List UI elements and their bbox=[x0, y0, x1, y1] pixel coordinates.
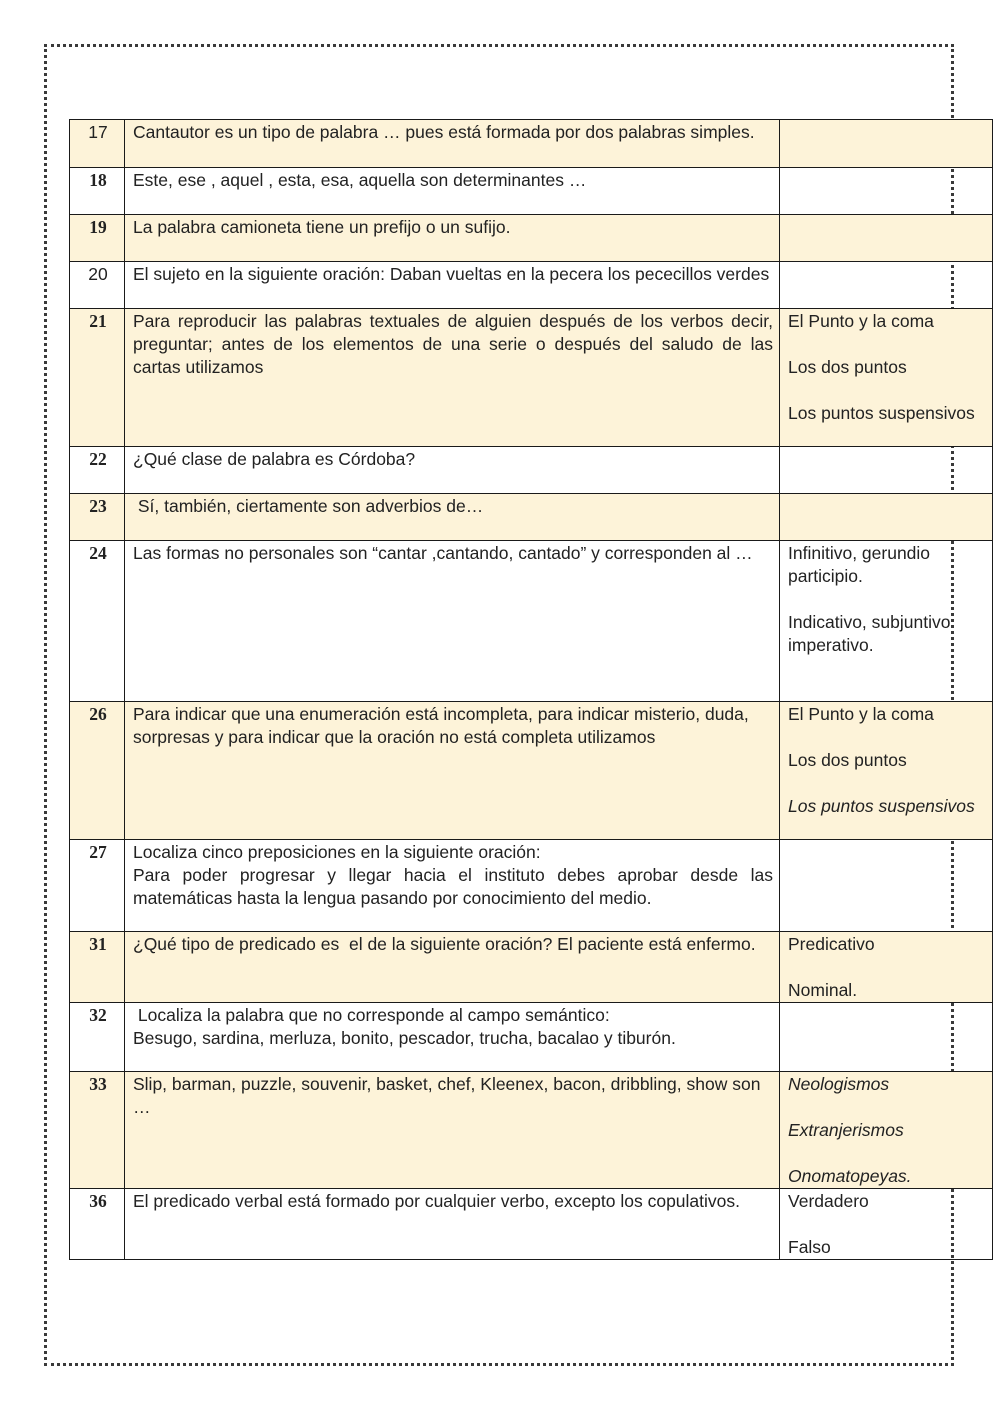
question-number: 21 bbox=[70, 309, 125, 447]
table-row bbox=[70, 120, 993, 168]
table-row bbox=[70, 1189, 993, 1260]
answer-cell[interactable] bbox=[780, 262, 993, 309]
answer-options bbox=[780, 541, 993, 702]
table-row bbox=[70, 309, 993, 447]
question-line: Para poder progresar y llegar hacia el instituto debes aprobar desde las matemáticas hasta la lengua pasando por conocimiento del medio. bbox=[133, 865, 773, 908]
table-row bbox=[70, 494, 993, 541]
question-line: Besugo, sardina, merluza, bonito, pescador, trucha, bacalao y tiburón. bbox=[133, 1028, 676, 1048]
question-number: 26 bbox=[70, 702, 125, 840]
question-number: 24 bbox=[70, 541, 125, 702]
answer-option[interactable]: Los puntos suspensivos bbox=[788, 796, 975, 816]
question-text: El sujeto en la siguiente oración: Daban vueltas en la pecera los pececillos verdes bbox=[125, 262, 780, 309]
table-row bbox=[70, 1003, 993, 1072]
question-text: Cantautor es un tipo de palabra … pues está formada por dos palabras simples. bbox=[125, 120, 780, 168]
question-text bbox=[125, 840, 780, 932]
table-row bbox=[70, 541, 993, 702]
answer-cell[interactable] bbox=[780, 494, 993, 541]
question-text: Para indicar que una enumeración está incompleta, para indicar misterio, duda, sorpresas y para indicar que la oración no está completa utilizamos bbox=[125, 702, 780, 840]
table-row bbox=[70, 932, 993, 1003]
answer-option[interactable]: Los dos puntos bbox=[788, 357, 907, 377]
answer-options bbox=[780, 932, 993, 1003]
answer-option[interactable]: Extranjerismos bbox=[788, 1120, 904, 1140]
question-number: 32 bbox=[70, 1003, 125, 1072]
question-number: 22 bbox=[70, 447, 125, 494]
question-text: Para reproducir las palabras textuales de alguien después de los verbos decir, preguntar; antes de los elementos de una serie o después del saludo de las cartas utilizamos bbox=[125, 309, 780, 447]
question-number: 23 bbox=[70, 494, 125, 541]
question-text: Las formas no personales son “cantar ,cantando, cantado” y corresponden al … bbox=[125, 541, 780, 702]
question-number: 36 bbox=[70, 1189, 125, 1260]
table-row bbox=[70, 1072, 993, 1189]
table-row bbox=[70, 840, 993, 932]
answer-options bbox=[780, 1189, 993, 1260]
answer-options bbox=[780, 309, 993, 447]
answer-cell[interactable] bbox=[780, 840, 993, 932]
quiz-table bbox=[69, 119, 993, 1260]
question-number: 18 bbox=[70, 168, 125, 215]
answer-option[interactable]: Predicativo bbox=[788, 934, 875, 954]
answer-cell[interactable] bbox=[780, 168, 993, 215]
answer-option[interactable]: Infinitivo, gerundio participio. bbox=[788, 543, 931, 586]
answer-option[interactable]: El Punto y la coma bbox=[788, 704, 934, 724]
question-line: Localiza cinco preposiciones en la siguiente oración: bbox=[133, 842, 541, 862]
answer-cell[interactable] bbox=[780, 447, 993, 494]
answer-option[interactable]: Falso bbox=[788, 1237, 831, 1257]
question-text: Slip, barman, puzzle, souvenir, basket, chef, Kleenex, bacon, dribbling, show son … bbox=[125, 1072, 780, 1189]
question-number: 17 bbox=[70, 120, 125, 168]
question-text: ¿Qué tipo de predicado es el de la siguiente oración? El paciente está enfermo. bbox=[125, 932, 780, 1003]
answer-option[interactable]: Nominal. bbox=[788, 980, 858, 1000]
table-row bbox=[70, 447, 993, 494]
question-number: 33 bbox=[70, 1072, 125, 1189]
answer-option[interactable]: Indicativo, subjuntivo imperativo. bbox=[788, 612, 951, 655]
answer-options bbox=[780, 1072, 993, 1189]
question-number: 31 bbox=[70, 932, 125, 1003]
table-row bbox=[70, 262, 993, 309]
question-number: 20 bbox=[70, 262, 125, 309]
question-line: Localiza la palabra que no corresponde al campo semántico: bbox=[133, 1005, 610, 1025]
question-text: ¿Qué clase de palabra es Córdoba? bbox=[125, 447, 780, 494]
answer-option[interactable]: Verdadero bbox=[788, 1191, 869, 1211]
answer-options bbox=[780, 702, 993, 840]
question-text: La palabra camioneta tiene un prefijo o un sufijo. bbox=[125, 215, 780, 262]
answer-cell[interactable] bbox=[780, 120, 993, 168]
answer-option[interactable]: Los puntos suspensivos bbox=[788, 403, 975, 423]
question-text: Sí, también, ciertamente son adverbios de… bbox=[125, 494, 780, 541]
answer-option[interactable]: Los dos puntos bbox=[788, 750, 907, 770]
question-text bbox=[125, 1003, 780, 1072]
answer-cell[interactable] bbox=[780, 1003, 993, 1072]
question-number: 27 bbox=[70, 840, 125, 932]
table-row bbox=[70, 168, 993, 215]
answer-option[interactable]: Onomatopeyas. bbox=[788, 1166, 912, 1186]
question-number: 19 bbox=[70, 215, 125, 262]
answer-option[interactable]: El Punto y la coma bbox=[788, 311, 934, 331]
table-row bbox=[70, 702, 993, 840]
table-row bbox=[70, 215, 993, 262]
question-text: El predicado verbal está formado por cualquier verbo, excepto los copulativos. bbox=[125, 1189, 780, 1260]
question-text: Este, ese , aquel , esta, esa, aquella son determinantes … bbox=[125, 168, 780, 215]
answer-option[interactable]: Neologismos bbox=[788, 1074, 890, 1094]
answer-cell[interactable] bbox=[780, 215, 993, 262]
